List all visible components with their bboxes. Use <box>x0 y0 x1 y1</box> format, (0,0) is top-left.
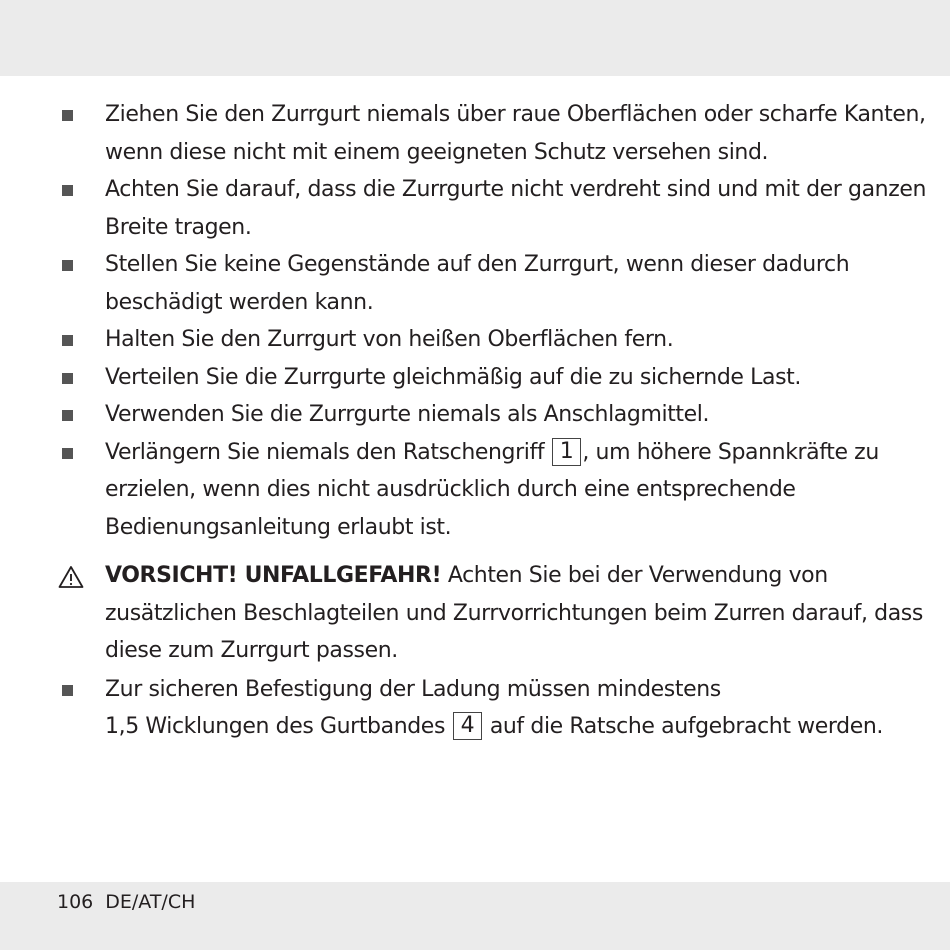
list-item <box>58 359 938 397</box>
square-bullet-icon <box>62 685 73 696</box>
page-number: 106 <box>57 891 94 913</box>
warning-triangle-icon <box>58 565 84 589</box>
item-text-before: 1,5 Wicklungen des Gurtbandes <box>105 714 446 739</box>
item-text: Achten Sie darauf, dass die Zurrgurte nicht verdreht sind und mit der ganzen Breite tragen. <box>105 177 927 240</box>
warning-text: Achten Sie bei der Verwendung von zusätzlichen Beschlagteilen und Zurrvorrichtungen beim Zurren darauf, dass diese zum Zurrgurt passen. <box>105 563 923 663</box>
item-text: Stellen Sie keine Gegenstände auf den Zurrgurt, wenn dieser dadurch beschädigt werden kann. <box>105 252 850 315</box>
square-bullet-icon <box>62 260 73 271</box>
item-text-after: auf die Ratsche aufgebracht werden. <box>489 714 883 739</box>
square-bullet-icon <box>62 185 73 196</box>
list-item <box>58 171 938 246</box>
item-text: Verteilen Sie die Zurrgurte gleichmäßig auf die zu sichernde Last. <box>105 364 801 390</box>
part-reference-badge: 1 <box>552 438 582 466</box>
square-bullet-icon <box>62 110 73 121</box>
country-codes: DE/AT/CH <box>105 891 196 913</box>
list-item <box>58 96 938 171</box>
page-footer <box>57 887 195 917</box>
item-text-before: Verlängern Sie niemals den Ratschengriff <box>105 439 545 465</box>
item-text: Ziehen Sie den Zurrgurt niemals über raue Oberflächen oder scharfe Kanten, wenn diese nicht mit einem geeigneten Schutz versehen sind. <box>105 102 926 165</box>
list-item <box>58 321 938 359</box>
item-text: Verwenden Sie die Zurrgurte niemals als Anschlagmittel. <box>105 402 710 427</box>
header-band <box>0 0 950 76</box>
instructions-content <box>58 96 938 746</box>
part-reference-badge: 4 <box>453 712 483 740</box>
warning-title: VORSICHT! UNFALLGEFAHR! <box>105 563 442 588</box>
square-bullet-icon <box>62 373 73 384</box>
square-bullet-icon <box>62 448 73 459</box>
list-item <box>58 671 938 746</box>
square-bullet-icon <box>62 335 73 346</box>
item-text-line1: Zur sicheren Befestigung der Ladung müssen mindestens <box>105 676 721 702</box>
list-item <box>58 396 938 434</box>
warning-notice <box>58 557 938 670</box>
item-text: Halten Sie den Zurrgurt von heißen Oberflächen fern. <box>105 327 674 352</box>
list-item <box>58 246 938 321</box>
square-bullet-icon <box>62 410 73 421</box>
item-text-after: , um höhere Spannkräfte zu erzielen, wenn dies nicht ausdrücklich durch eine entsprechende Bedienungsanleitung erlaubt ist. <box>105 439 879 540</box>
list-item <box>58 434 938 547</box>
